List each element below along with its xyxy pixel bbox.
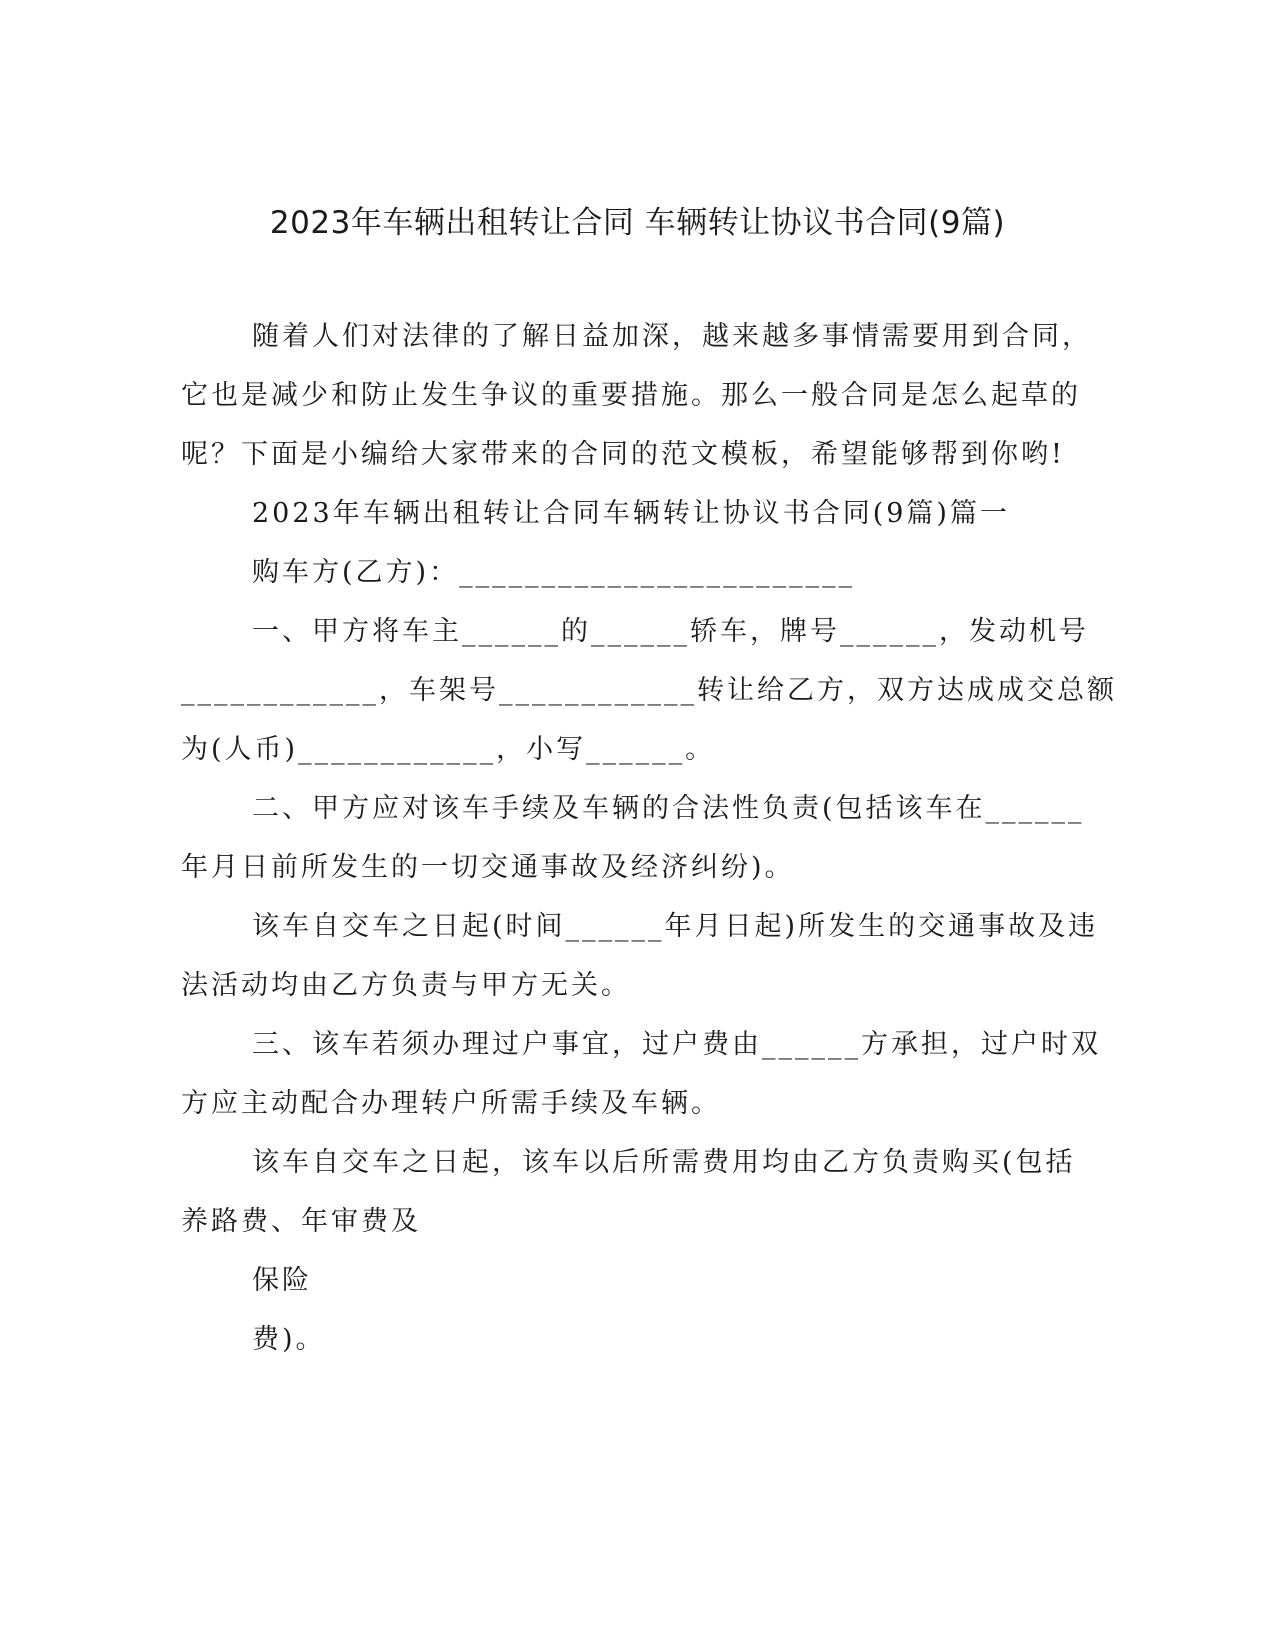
fragment-line-1: 保险 [252,1265,312,1296]
clause-1-line-2: ____________，车架号____________转让给乙方，双方达成成交总额 [181,675,1117,706]
clause-2-line-2: 年月日前所发生的一切交通事故及经济纠纷)。 [181,852,795,883]
clause-1-line-1: 一、甲方将车主______的______轿车，牌号______，发动机号 [252,616,1089,647]
paragraph-line-2: 它也是减少和防止发生争议的重要措施。那么一般合同是怎么起草的 [181,380,1081,411]
clause-3-line-1: 三、该车若须办理过户事宜，过户费由______方承担，过户时双 [252,1029,1101,1060]
fragment-line-2: 费)。 [252,1324,326,1355]
clause-2-line-1: 二、甲方应对该车手续及车辆的合法性负责(包括该车在______ [252,793,1085,824]
clause-3b-line-2: 养路费、年审费及 [181,1206,421,1237]
paragraph-line-1: 随着人们对法律的了解日益加深，越来越多事情需要用到合同， [252,321,1092,352]
document-title: 2023年车辆出租转让合同 车辆转让协议书合同(9篇) [269,205,1006,241]
clause-3-line-2: 方应主动配合办理转户所需手续及车辆。 [181,1088,721,1119]
clause-2b-line-2: 法活动均由乙方负责与甲方无关。 [181,970,631,1001]
clause-3b-line-1: 该车自交车之日起，该车以后所需费用均由乙方负责购买(包括 [252,1147,1076,1178]
clause-2b-line-1: 该车自交车之日起(时间______年月日起)所发生的交通事故及违 [252,911,1099,942]
paragraph-line-3: 呢？下面是小编给大家带来的合同的范文模板，希望能够帮到你哟! [181,439,1065,470]
clause-1-line-3: 为(人币)____________，小写______。 [181,734,716,765]
section-heading: 2023年车辆出租转让合同车辆转让协议书合同(9篇)篇一 [252,498,1010,529]
buyer-line: 购车方(乙方)：________________________ [252,557,856,588]
